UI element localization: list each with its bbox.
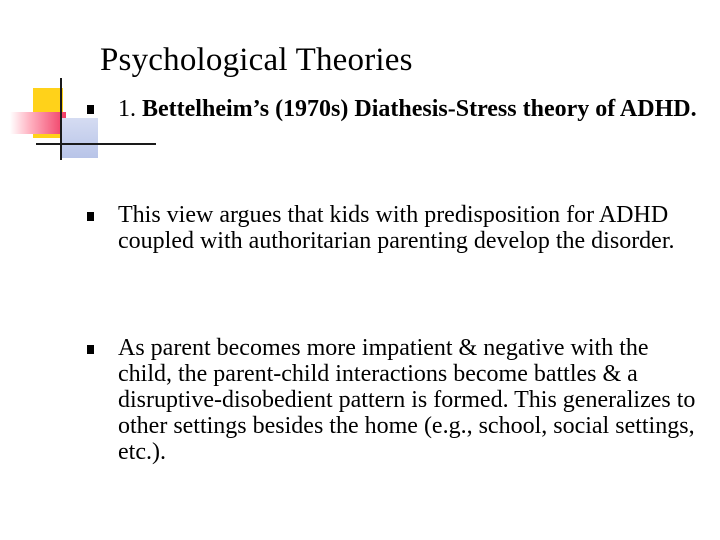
decorative-pink-bar	[10, 112, 66, 134]
bullet-item-2	[118, 202, 708, 254]
decorative-vertical-line	[60, 78, 62, 160]
decorative-horizontal-line	[36, 143, 156, 145]
bullet-item-2-text: This view argues that kids with predisposition for ADHD coupled with authoritarian parenting develop the disorder.	[118, 202, 675, 254]
bullet-item-1	[118, 96, 708, 122]
bullet-square-icon	[87, 212, 94, 221]
bullet-item-1-text: Bettelheim’s (1970s) Diathesis-Stress theory of ADHD.	[142, 96, 697, 122]
decorative-blue-block	[60, 118, 98, 158]
bullet-item-3-text: As parent becomes more impatient & negative with the child, the parent-child interactions become battles & a disruptive-disobedient pattern is formed. This generalizes to other settings besides the home (e.g., school, social settings, etc.).	[118, 335, 696, 465]
bullet-square-icon	[87, 345, 94, 354]
bullet-square-icon	[87, 105, 94, 114]
bullet-item-1-number: 1.	[118, 96, 142, 122]
bullet-item-3	[118, 335, 708, 465]
slide-title: Psychological Theories	[100, 42, 413, 78]
